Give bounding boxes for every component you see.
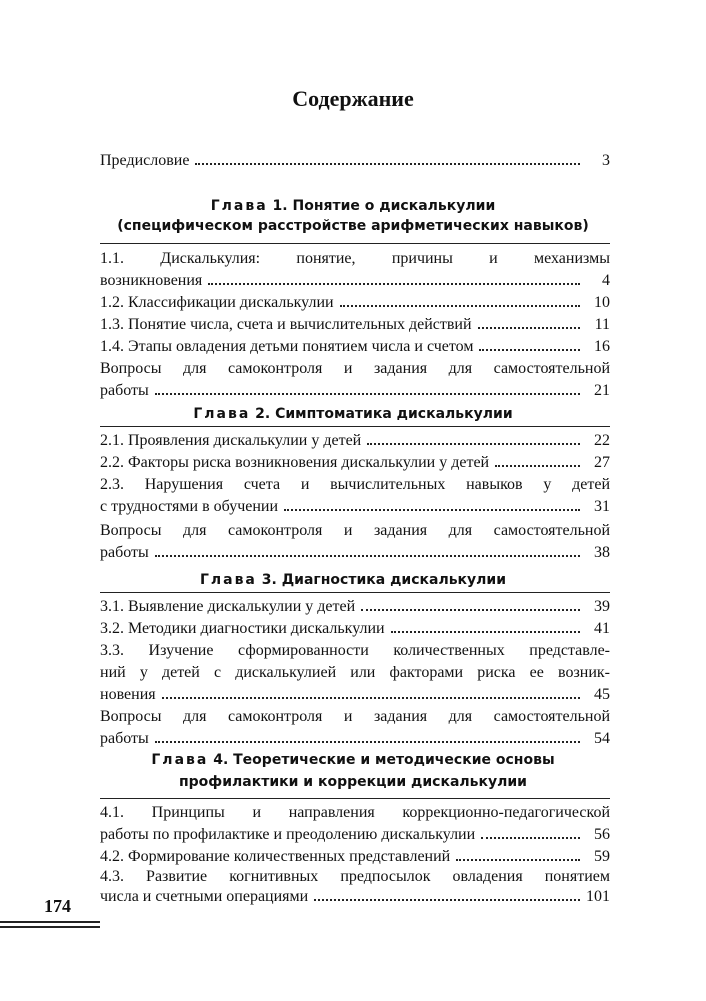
toc-entry-title: новения xyxy=(100,686,156,703)
toc-entry-4-1 xyxy=(100,824,610,846)
chapter-label: Глава xyxy=(151,752,209,768)
toc-entry-4-2 xyxy=(100,846,610,868)
toc-page-number: 11 xyxy=(594,316,610,333)
toc-entry-title: 2.1. Проявления дискалькулии у детей xyxy=(100,432,362,449)
chapter-3-heading xyxy=(0,570,706,590)
toc-entry-3-1 xyxy=(100,596,610,618)
toc-page-number: 45 xyxy=(594,686,610,703)
toc-page-number: 56 xyxy=(594,826,610,843)
toc-entry-1-3 xyxy=(100,314,610,336)
toc-entry-title: работы xyxy=(100,382,149,399)
chapter-label: Глава xyxy=(199,572,257,588)
section-rule xyxy=(100,426,610,427)
dot-leader xyxy=(155,555,580,557)
toc-page-number: 22 xyxy=(594,432,610,449)
page-number: 174 xyxy=(44,896,71,916)
chapter-4-heading xyxy=(0,750,706,770)
toc-entry-line: Вопросы для самоконтроля и задания для самостоятельной xyxy=(100,360,610,377)
toc-page-number: 3 xyxy=(602,152,610,169)
dot-leader xyxy=(456,859,580,861)
toc-entry-title: работы xyxy=(100,730,149,747)
dot-leader xyxy=(208,283,580,285)
toc-page-number: 101 xyxy=(586,888,610,905)
chapter-2-heading xyxy=(0,404,706,424)
toc-entry-4-3 xyxy=(100,886,610,908)
toc-entry-2-3 xyxy=(100,496,610,518)
toc-entry-line: 3.3. Изучение сформированности количественных представле- xyxy=(100,642,610,659)
toc-entry-1-1 xyxy=(100,270,610,292)
toc-page-number: 21 xyxy=(594,382,610,399)
chapter-title: 4. Теоретические и методические основы xyxy=(208,752,555,768)
dot-leader xyxy=(195,163,580,165)
toc-entry-title: возникновения xyxy=(100,272,203,289)
toc-entry-line: Вопросы для самоконтроля и задания для самостоятельной xyxy=(100,522,610,539)
toc-entry-title: числа и счетными операциями xyxy=(100,888,309,905)
chapter-1-subheading: (специфическом расстройстве арифметических навыков) xyxy=(117,218,589,234)
dot-leader xyxy=(340,305,580,307)
dot-leader xyxy=(162,697,580,699)
toc-entry-line: ний у детей с дискалькулией или факторами риска ее возник- xyxy=(100,664,610,681)
toc-entry-title: 4.2. Формирование количественных представлений xyxy=(100,848,451,865)
toc-entry-title: 2.2. Факторы риска возникновения дискалькулии у детей xyxy=(100,454,490,471)
toc-page-number: 10 xyxy=(594,294,610,311)
toc-page-number: 41 xyxy=(594,620,610,637)
toc-entry-title: 3.2. Методики диагностики дискалькулии xyxy=(100,620,385,637)
toc-entry-title: 1.4. Этапы овладения детьми понятием числа и счетом xyxy=(100,338,474,355)
toc-entry-3-3 xyxy=(100,684,610,706)
toc-entry-line: Вопросы для самоконтроля и задания для самостоятельной xyxy=(100,708,610,725)
section-rule xyxy=(100,592,610,593)
section-rule xyxy=(100,243,610,244)
chapter-label: Глава xyxy=(193,406,251,422)
dot-leader xyxy=(481,837,580,839)
section-rule xyxy=(100,798,610,799)
toc-entry-preface xyxy=(100,150,610,172)
toc-entry-2-1 xyxy=(100,430,610,452)
toc-entry-title: 3.1. Выявление дискалькулии у детей xyxy=(100,598,356,615)
footer-rule xyxy=(0,921,100,923)
toc-entry-title: работы по профилактике и преодолению дискалькулии xyxy=(100,826,476,843)
toc-entry-2-2 xyxy=(100,452,610,474)
chapter-4-subheading: профилактики и коррекции дискалькулии xyxy=(178,774,527,790)
toc-page-number: 54 xyxy=(594,730,610,747)
chapter-label: Глава xyxy=(210,198,268,214)
dot-leader xyxy=(495,465,580,467)
toc-page-number: 38 xyxy=(594,544,610,561)
toc-entry-1-4 xyxy=(100,336,610,358)
toc-entry-title: 1.3. Понятие числа, счета и вычислительных действий xyxy=(100,316,472,333)
toc-entry-line: 1.1. Дискалькулия: понятие, причины и механизмы xyxy=(100,250,610,267)
toc-page-number: 59 xyxy=(594,848,610,865)
dot-leader xyxy=(155,741,580,743)
dot-leader xyxy=(367,443,580,445)
dot-leader xyxy=(391,631,580,633)
dot-leader xyxy=(284,509,580,511)
dot-leader xyxy=(155,393,580,395)
toc-entry-1-2 xyxy=(100,292,610,314)
toc-entry-questions-1 xyxy=(100,380,610,402)
dot-leader xyxy=(479,349,580,351)
toc-page-number: 16 xyxy=(594,338,610,355)
toc-entry-title: Предисловие xyxy=(100,152,190,169)
chapter-title: 2. Симптоматика дискалькулии xyxy=(250,406,513,422)
dot-leader xyxy=(361,609,580,611)
toc-entry-title: работы xyxy=(100,544,149,561)
toc-entry-line: 4.3. Развитие когнитивных предпосылок овладения понятием xyxy=(100,868,610,885)
dot-leader xyxy=(478,327,580,329)
toc-entry-line: 4.1. Принципы и направления коррекционно-педагогической xyxy=(100,804,610,821)
toc-entry-questions-3 xyxy=(100,728,610,750)
toc-entry-line: 2.3. Нарушения счета и вычислительных навыков у детей xyxy=(100,476,610,493)
page-title: Содержание xyxy=(292,86,414,111)
toc-page-number: 31 xyxy=(594,498,610,515)
toc-entry-questions-2 xyxy=(100,542,610,564)
toc-entry-3-2 xyxy=(100,618,610,640)
toc-page-number: 4 xyxy=(602,272,610,289)
chapter-title: 1. Понятие о дискалькулии xyxy=(267,198,496,214)
footer-rule xyxy=(0,926,100,928)
toc-page-number: 39 xyxy=(594,598,610,615)
toc-page-number: 27 xyxy=(594,454,610,471)
dot-leader xyxy=(314,899,580,901)
chapter-title: 3. Диагностика дискалькулии xyxy=(256,572,507,588)
toc-entry-title: с трудностями в обучении xyxy=(100,498,279,515)
chapter-1-heading xyxy=(0,196,706,216)
toc-entry-title: 1.2. Классификации дискалькулии xyxy=(100,294,334,311)
